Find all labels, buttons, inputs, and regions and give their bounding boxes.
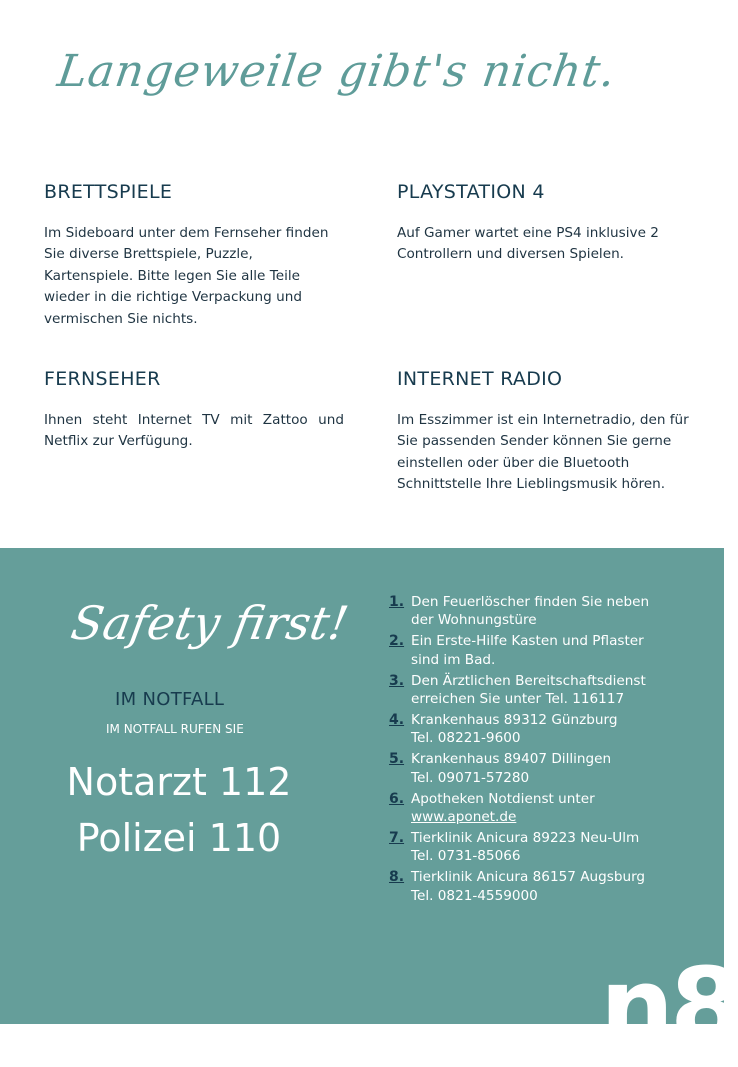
list-item [389, 711, 709, 748]
section-text: Ihnen steht Internet TV mit Zattoo und Netflix zur Verfügung. [44, 412, 344, 450]
safety-list [389, 593, 709, 908]
section-internet-radio [397, 368, 697, 496]
section-title: BRETTSPIELE [44, 181, 173, 203]
list-number: 8. [389, 869, 405, 886]
list-text [411, 868, 645, 905]
section-title: PLAYSTATION 4 [397, 181, 545, 203]
list-text [411, 672, 646, 709]
list-item [389, 750, 709, 787]
notfall-subtitle: IM NOTFALL RUFEN SIE [106, 722, 244, 736]
list-text-line: Den Feuerlöscher finden Sie neben [411, 594, 650, 610]
section-brettspiele [44, 181, 344, 330]
section-title: FERNSEHER [44, 368, 161, 390]
list-text-line: Ein Erste-Hilfe Kasten und Pflaster [411, 633, 644, 650]
list-text [411, 632, 644, 669]
list-text-line: der Wohnungstüre [411, 612, 537, 629]
list-number: 2. [389, 633, 405, 650]
list-item [389, 632, 709, 669]
safety-script-title: Safety first! [67, 596, 353, 650]
list-text-line: erreichen Sie unter Tel. 116117 [411, 691, 625, 708]
list-number: 3. [389, 672, 405, 689]
list-number: 1. [389, 594, 405, 610]
brand-logo: n8 [600, 945, 738, 1067]
list-text-line: Krankenhaus 89407 Dillingen [411, 751, 612, 768]
list-number: 7. [389, 829, 405, 846]
list-item [389, 672, 709, 709]
section-text: Im Esszimmer ist ein Internetradio, den für Sie passenden Sender können Sie gerne einstellen oder über die Bluetooth Schnittstelle Ihre Lieblingsmusik hören. [397, 412, 689, 493]
list-text [411, 593, 649, 630]
list-number: 6. [389, 790, 405, 807]
list-number: 5. [389, 751, 405, 768]
section-fernseher [44, 368, 344, 453]
list-text [411, 750, 611, 787]
list-text-line: Tel. 0821-4559000 [411, 887, 538, 904]
list-text-line: Apotheken Notdienst unter [411, 790, 595, 807]
list-text-line: Tel. 08221-9600 [411, 730, 521, 747]
section-playstation [397, 181, 697, 266]
list-item [389, 868, 709, 905]
list-text [411, 829, 639, 866]
list-text-line: Tierklinik Anicura 89223 Neu-Ulm [411, 829, 640, 846]
list-text [411, 711, 617, 748]
list-number: 4. [389, 711, 405, 728]
list-text-line: Tel. 0731-85066 [411, 848, 521, 865]
notarzt-number: Notarzt 112 [66, 760, 292, 804]
list-text-line: Tel. 09071-57280 [411, 769, 530, 786]
list-text-line: Krankenhaus 89312 Günzburg [411, 711, 618, 728]
section-text: Auf Gamer wartet eine PS4 inklusive 2 Controllern und diversen Spielen. [397, 225, 659, 263]
list-item [389, 790, 709, 827]
section-title: INTERNET RADIO [397, 368, 563, 390]
list-text-line: sind im Bad. [411, 651, 496, 668]
page-script-title: Langeweile gibt's nicht. [54, 46, 620, 97]
list-text-line: Den Ärztlichen Bereitschaftsdienst [411, 672, 646, 689]
list-text [411, 790, 595, 827]
list-item [389, 593, 709, 630]
aponet-link[interactable]: www.aponet.de [411, 808, 517, 825]
notfall-title: IM NOTFALL [115, 689, 225, 710]
list-text-line: Tierklinik Anicura 86157 Augsburg [411, 869, 646, 886]
list-item [389, 829, 709, 866]
polizei-number: Polizei 110 [76, 816, 282, 860]
section-text: Im Sideboard unter dem Fernseher finden Sie diverse Brettspiele, Puzzle, Kartenspiele. Bitte legen Sie alle Teile wieder in die richtige Verpackung und vermischen Sie nichts. [44, 225, 329, 327]
